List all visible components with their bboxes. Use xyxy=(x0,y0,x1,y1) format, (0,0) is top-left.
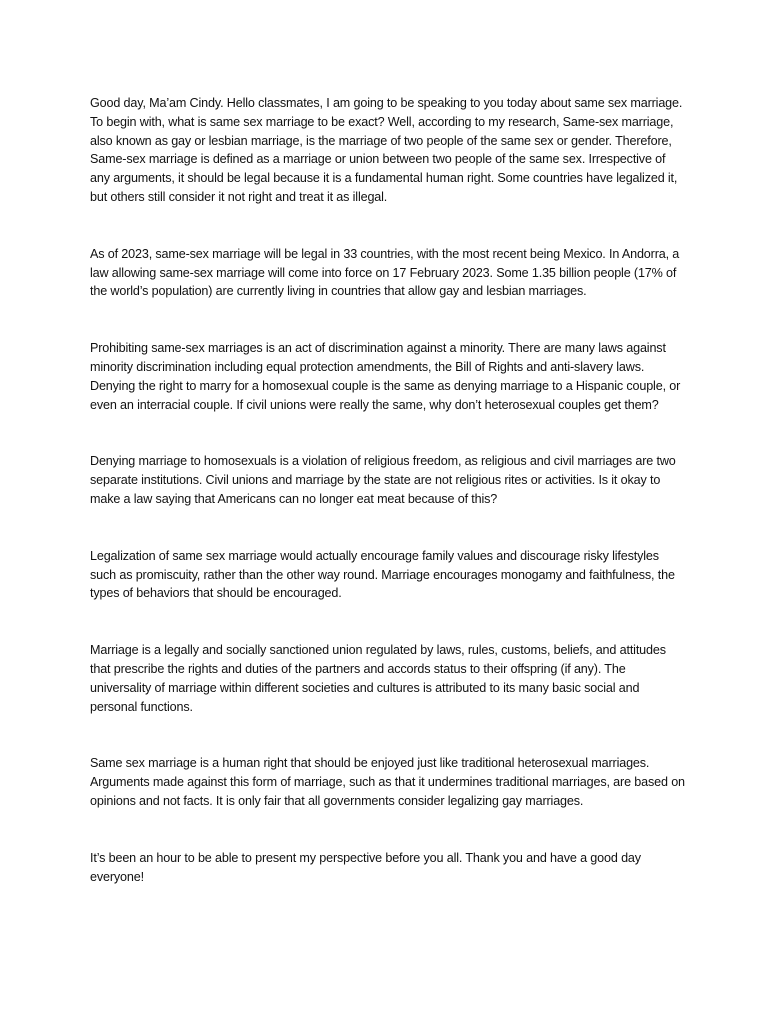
paragraph-religious-freedom: Denying marriage to homosexuals is a violation of religious freedom, as religious and civil marriages are two separate institutions. Civil unions and marriage by the state are not religious rites or activities. Is it okay to make a law saying that Americans can no longer eat meat because of this? xyxy=(90,454,676,506)
paragraph-legal-status: As of 2023, same-sex marriage will be legal in 33 countries, with the most recent being Mexico. In Andorra, a law allowing same-sex marriage will come into force on 17 February 2023. Some 1.35 billion people (17% of the world’s population) are currently living in countries that allow gay and lesbian marriages. xyxy=(90,246,680,299)
document-body xyxy=(90,94,688,886)
paragraph-closing: It’s been an hour to be able to present my perspective before you all. Thank you and have a good day everyone! xyxy=(90,850,641,884)
paragraph-family-values: Legalization of same sex marriage would actually encourage family values and discourage risky lifestyles such as promiscuity, rather than the other way round. Marriage encourages monogamy and faithfulness, the types of behaviors that should be encouraged. xyxy=(90,548,675,601)
paragraph-definition-of-marriage: Marriage is a legally and socially sanctioned union regulated by laws, rules, customs, beliefs, and attitudes that prescribe the rights and duties of the partners and accords status to their offspring (if any). The universality of marriage within different societies and cultures is attributed to its many basic social and personal functions. xyxy=(90,643,666,714)
paragraph-human-right: Same sex marriage is a human right that should be enjoyed just like traditional heterosexual marriages. Arguments made against this form of marriage, such as that it undermines traditional marriages, are based on opinions and not facts. It is only fair that all governments consider legalizing gay marriages. xyxy=(90,756,685,808)
paragraph-discrimination: Prohibiting same-sex marriages is an act of discrimination against a minority. There are many laws against minority discrimination including equal protection amendments, the Bill of Rights and anti-slavery laws. Denying the right to marry for a homosexual couple is the same as denying marriage to a Hispanic couple, or even an interracial couple. If civil unions were really the same, why don’t heterosexual couples get them? xyxy=(90,341,681,412)
paragraph-introduction: Good day, Ma’am Cindy. Hello classmates, I am going to be speaking to you today about same sex marriage. To begin with, what is same sex marriage to be exact? Well, according to my research, Same-sex marriage, also known as gay or lesbian marriage, is the marriage of two people of the same sex or gender. Therefore, Same-sex marriage is defined as a marriage or union between two people of the same sex. Irrespective of any arguments, it should be legal because it is a fundamental human right. Some countries have legalized it, but others still consider it not right and treat it as illegal. xyxy=(90,96,683,204)
